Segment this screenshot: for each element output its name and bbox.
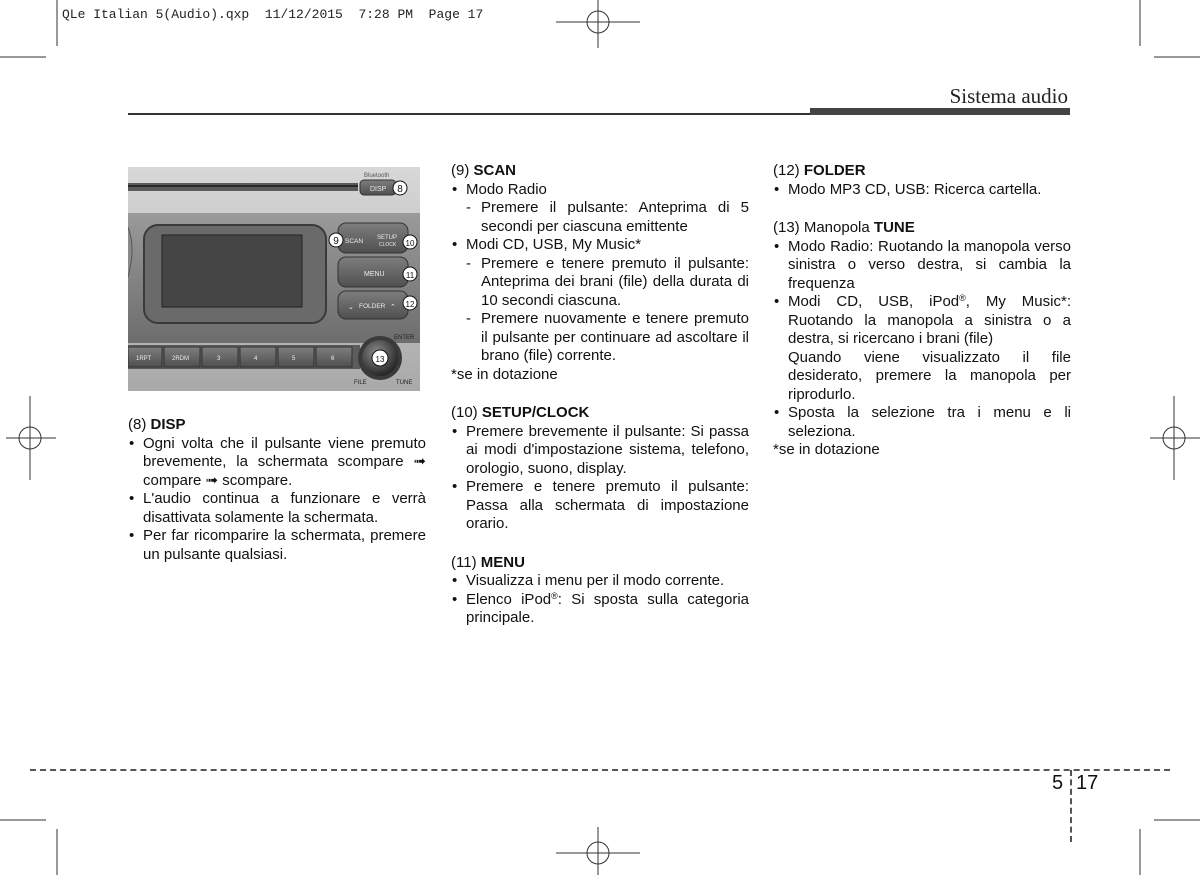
svg-text:⌄: ⌄ (348, 304, 354, 311)
callout-9: 9 (333, 236, 339, 247)
column-3 (773, 162, 1071, 460)
preset-4: 4 (254, 356, 258, 362)
footnote: *se in dotazione (451, 365, 558, 383)
page-number: 17 (1076, 772, 1099, 794)
print-slug: QLe Italian 5(Audio).qxp 11/12/2015 7:28 PM Page 17 (62, 7, 484, 22)
footer-dotted-rule (30, 769, 1170, 771)
callout-12: 12 (405, 300, 415, 309)
heading-setup-clock: (10) SETUP/CLOCK (451, 404, 590, 421)
list-item: • Ogni volta che il pulsante viene premuto brevemente, la schermata scompare ➟ compare ➟ scompare. (128, 435, 426, 491)
list-item: • Visualizza i menu per il modo corrente. (451, 572, 749, 591)
audio-unit-figure (128, 167, 420, 391)
callout-8: 8 (397, 184, 403, 195)
list-item: • Modo Radio (451, 181, 749, 200)
list-item: • Modo MP3 CD, USB: Ricerca cartella. (773, 181, 1071, 200)
registration-mark-left (6, 396, 56, 480)
list-item: • Premere e tenere premuto il pulsante: Passa alla schermata di impostazione orario. (451, 478, 749, 534)
folder-button-label: FOLDER (359, 303, 386, 310)
list-item: • Elenco iPod®: Si sposta sulla categoria principale. (451, 591, 749, 628)
sub-list-item: - Premere e tenere premuto il pulsante: Anteprima dei brani (file) della durata di 10 secondi ciascuna. (451, 255, 749, 311)
setup-button-label: SETUP (377, 235, 398, 241)
preset-3: 3 (217, 356, 221, 362)
list-item: • Per far ricomparire la schermata, premere un pulsante qualsiasi. (128, 527, 426, 564)
heading-folder: (12) FOLDER (773, 162, 866, 179)
list-item: • Premere brevemente il pulsante: Si passa ai modi d'impostazione sistema, telefono, orologio, suono, display. (451, 423, 749, 479)
footer-dotted-divider (1070, 770, 1072, 842)
sub-list-item: - Premere nuovamente e tenere premuto il pulsante per continuare ad ascoltare il brano (file) corrente. (451, 310, 749, 366)
scan-button-label: SCAN (345, 238, 364, 245)
heading-scan: (9) SCAN (451, 162, 517, 179)
header-rule-accent (810, 108, 1070, 115)
sub-list-item: - Premere il pulsante: Anteprima di 5 secondi per ciascuna emittente (451, 199, 749, 236)
registration-mark-bottom (556, 827, 640, 875)
list-item-continuation: Quando viene visualizzato il file desiderato, premere la manopola per riprodurlo. (788, 348, 1071, 403)
callout-13: 13 (375, 355, 385, 364)
preset-5: 5 (292, 356, 296, 362)
list-item: • Sposta la selezione tra i menu e li seleziona. (773, 404, 1071, 441)
registration-mark-top (556, 0, 640, 48)
footnote: *se in dotazione (773, 441, 880, 458)
chapter-number: 5 (1052, 772, 1064, 794)
menu-button-label: MENU (364, 271, 385, 278)
heading-menu: (11) MENU (451, 553, 525, 571)
bluetooth-label: Bluetooth (364, 173, 390, 179)
section-title: Sistema audio (949, 84, 1068, 108)
preset-6: 6 (331, 356, 335, 362)
tune-label: TUNE (396, 380, 413, 386)
list-item: • Modi CD, USB, iPod®, My Music*: Ruotando la manopola a sinistra o a destra, si ricercano i brani (file) (773, 293, 1071, 349)
column-2 (451, 162, 749, 628)
callout-11: 11 (405, 271, 415, 280)
file-label: FILE (354, 380, 367, 386)
list-item: • L'audio continua a funzionare e verrà disattivata solamente la schermata. (128, 490, 426, 527)
disp-button-label: DISP (370, 186, 387, 193)
callout-10: 10 (405, 239, 415, 248)
svg-text:⌃: ⌃ (390, 304, 396, 311)
list-item: • Modi CD, USB, My Music* (451, 236, 749, 255)
enter-label: ENTER (394, 335, 415, 341)
preset-2: 2RDM (172, 356, 190, 362)
clock-button-label: CLOCK (379, 242, 397, 248)
registration-mark-right (1150, 396, 1200, 480)
list-item: • Modo Radio: Ruotando la manopola verso sinistra o verso destra, si cambia la frequenza (773, 238, 1071, 294)
heading-disp: (8) DISP (128, 416, 186, 433)
heading-tune: (13) Manopola TUNE (773, 219, 915, 236)
preset-1: 1RPT (136, 356, 152, 362)
column-1 (128, 416, 426, 564)
